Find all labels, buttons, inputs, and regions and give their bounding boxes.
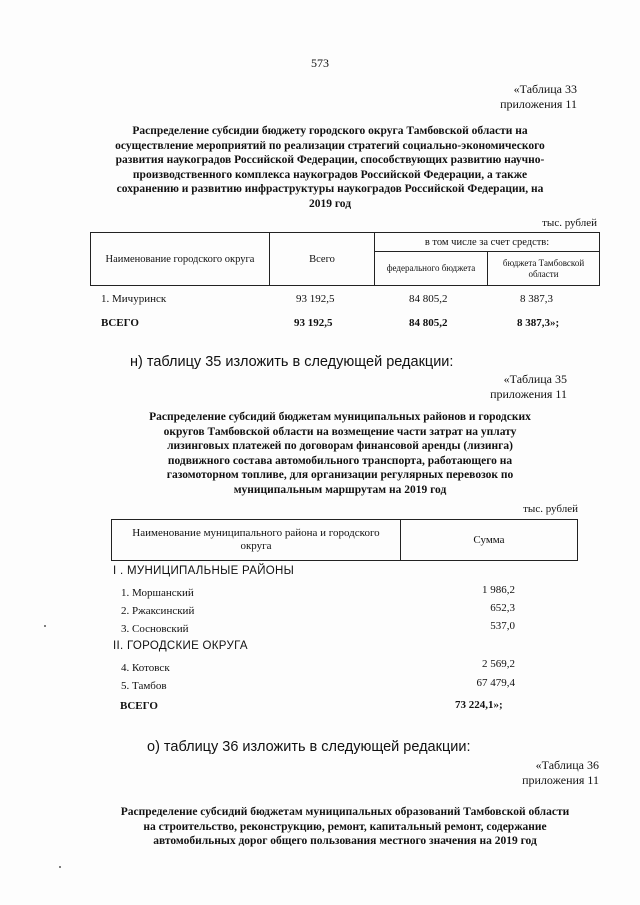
table33-title-line: осуществление мероприятий по реализации стратегий социально-экономического [115,139,545,152]
table36-ref-line1: «Таблица 36 [535,758,599,772]
table35-header-name: Наименование муниципального района и городского округа [112,520,401,561]
table33-header-including: в том числе за счет средств: [375,233,600,252]
table35-section-districts: I . МУНИЦИПАЛЬНЫЕ РАЙОНЫ [113,565,295,577]
table33-total-label: ВСЕГО [101,317,139,329]
table33-row-total: 93 192,5 [296,293,335,305]
table35-section-city-districts: II. ГОРОДСКИЕ ОКРУГА [113,640,248,652]
intro-table36: о) таблицу 36 изложить в следующей редакции: [147,739,471,755]
table33-title-line: 2019 год [308,197,352,210]
table33-row-regional: 8 387,3 [520,293,553,305]
table35-row-name: 4. Котовск [121,662,170,674]
table35-total-sum: 73 224,1»; [455,699,503,711]
table33-header [90,232,600,286]
table33-title-line: развития наукоградов Российской Федерации, способствующих развитию научно- [115,154,545,166]
table33-title-line: Распределение субсидии бюджету городского округа Тамбовской области на [132,125,528,137]
table35-row-name: 1. Моршанский [121,587,194,599]
table35-row-sum: 1 986,2 [482,584,515,596]
intro-table35: н) таблицу 35 изложить в следующей редакции: [130,354,454,370]
table35-row-sum: 2 569,2 [482,658,515,670]
table33-header-regional: бюджета Тамбовской области [488,252,600,286]
table33-ref-line1: «Таблица 33 [513,82,577,96]
table35-title-line: газомоторном топливе, для организации регулярных перевозок по [166,469,514,481]
table33-reference [500,82,577,112]
table35-row-name: 2. Ржаксинский [121,605,195,617]
table35-ref-line1: «Таблица 35 [503,372,567,386]
table35-row-name: 5. Тамбов [121,680,167,692]
table35-title-line: округов Тамбовской области на возмещение части затрат на уплату [163,425,517,438]
table33-total-regional: 8 387,3»; [517,317,560,329]
table35-header-sum: Сумма [401,520,578,561]
table35-total-label: ВСЕГО [120,700,158,712]
table36-title-line: Распределение субсидий бюджетам муниципальных образований Тамбовской области [120,806,570,818]
table33-ref-line2: приложения 11 [500,97,577,111]
table35-units: тыс. рублей [523,503,578,515]
table36-reference [522,758,599,788]
table35-ref-line2: приложения 11 [490,387,567,401]
table35-title-line: подвижного состава автомобильного транспорта, работающего на [167,454,513,467]
table33-units: тыс. рублей [542,217,597,229]
table35-row-sum: 67 479,4 [476,677,515,689]
table33-total-sum: 93 192,5 [294,317,333,329]
table36-title [80,805,610,849]
table35-row-sum: 652,3 [490,602,515,614]
scan-speck [59,866,61,868]
table35-title-line: Распределение субсидий бюджетам муниципальных районов и городских [149,411,531,423]
table36-title-line: на строительство, реконструкцию, ремонт, капитальный ремонт, содержание [143,820,547,833]
table33-title [95,124,565,211]
table33-header-total: Всего [270,233,375,286]
table35-header [111,519,578,561]
table35-title-line: муниципальным маршрутам на 2019 год [233,483,447,496]
table33-row-name: 1. Мичуринск [101,293,167,305]
table36-ref-line2: приложения 11 [522,773,599,787]
table33-title-line: сохранению и развитию инфраструктуры наукоградов Российской Федерации, на [116,183,544,195]
table36-title-line: автомобильных дорог общего пользования местного значения на 2019 год [153,835,537,847]
table33-row-federal: 84 805,2 [409,293,448,305]
table33-header-federal: федерального бюджета [375,252,488,286]
table35-title-line: лизинговых платежей по договорам финансовой аренды (лизинга) [167,440,513,452]
table33-header-name: Наименование городского округа [91,233,270,286]
table35-row-name: 3. Сосновский [121,623,189,635]
page-number: 573 [311,56,329,70]
table33-total-federal: 84 805,2 [409,317,448,329]
table35-title [115,410,565,497]
table33-title-line: производственного комплекса наукоградов Российской Федерации, а также [132,168,528,181]
table35-reference [490,372,567,402]
scan-speck [44,625,46,627]
table35-row-sum: 537,0 [490,620,515,632]
